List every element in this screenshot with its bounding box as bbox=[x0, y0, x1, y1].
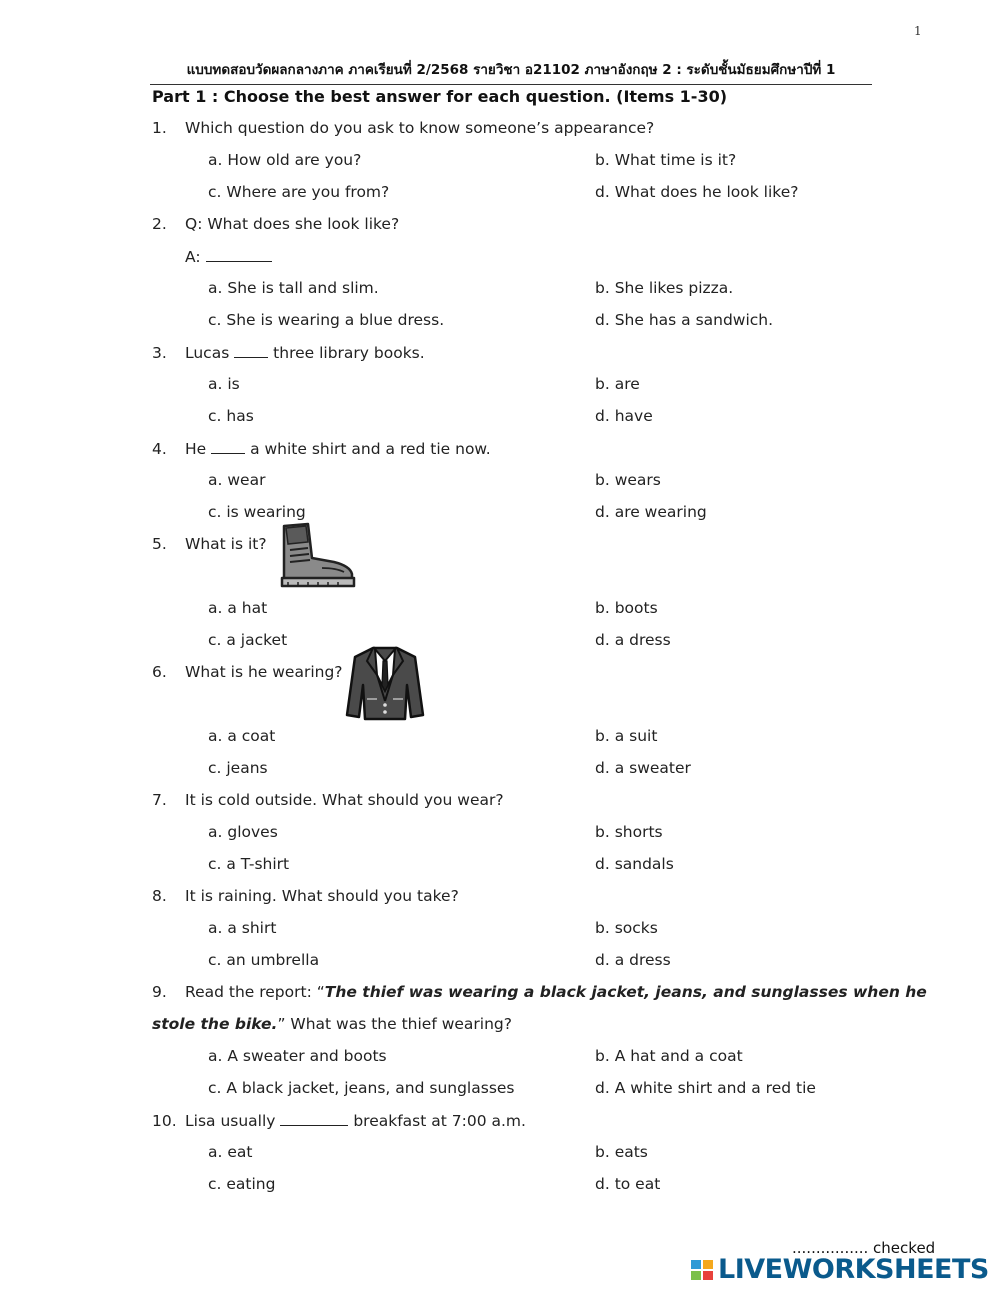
q9-option-c[interactable]: c. A black jacket, jeans, and sunglasses bbox=[208, 1079, 515, 1097]
liveworksheets-logo-squares bbox=[690, 1258, 716, 1282]
question-9-continued: stole the bike.” What was the thief wearing? bbox=[152, 1015, 512, 1033]
q10-option-d[interactable]: d. to eat bbox=[595, 1175, 661, 1193]
q1-option-d[interactable]: d. What does he look like? bbox=[595, 183, 799, 201]
q9-report-quote-2: stole the bike. bbox=[152, 1015, 278, 1033]
question-6: 6. What is he wearing? bbox=[152, 663, 343, 681]
q3-option-b[interactable]: b. are bbox=[595, 375, 640, 393]
q8-option-c[interactable]: c. an umbrella bbox=[208, 951, 320, 969]
boot-icon bbox=[278, 522, 356, 590]
q3-option-a[interactable]: a. is bbox=[208, 375, 240, 393]
question-10: 10. Lisa usually breakfast at 7:00 a.m. bbox=[152, 1112, 526, 1130]
q4-blank[interactable] bbox=[211, 439, 245, 454]
q8-option-b[interactable]: b. socks bbox=[595, 919, 658, 937]
q3-option-d[interactable]: d. have bbox=[595, 407, 653, 425]
q6-option-a[interactable]: a. a coat bbox=[208, 727, 276, 745]
q9-option-d[interactable]: d. A white shirt and a red tie bbox=[595, 1079, 816, 1097]
q6-option-c[interactable]: c. jeans bbox=[208, 759, 268, 777]
question-3: 3. Lucas three library books. bbox=[152, 344, 425, 362]
q7-option-c[interactable]: c. a T-shirt bbox=[208, 855, 290, 873]
part-title: Part 1 : Choose the best answer for each question. (Items 1-30) bbox=[152, 87, 728, 106]
q4-option-a[interactable]: a. wear bbox=[208, 471, 266, 489]
q5-option-c[interactable]: c. a jacket bbox=[208, 631, 288, 649]
page-number: 1 bbox=[914, 24, 922, 38]
q4-option-d[interactable]: d. are wearing bbox=[595, 503, 707, 521]
q4-option-b[interactable]: b. wears bbox=[595, 471, 661, 489]
q6-option-d[interactable]: d. a sweater bbox=[595, 759, 691, 777]
q5-option-a[interactable]: a. a hat bbox=[208, 599, 268, 617]
q7-option-b[interactable]: b. shorts bbox=[595, 823, 663, 841]
page-header: แบบทดสอบวัดผลกลางภาค ภาคเรียนที่ 2/2568 รายวิชา อ21102 ภาษาอังกฤษ 2 : ระดับชั้นมัธยมศึกษาปีที่ 1 bbox=[150, 58, 872, 85]
question-5: 5. What is it? bbox=[152, 535, 267, 553]
q2-answer-blank[interactable] bbox=[206, 247, 272, 262]
q8-option-a[interactable]: a. a shirt bbox=[208, 919, 277, 937]
q4-option-c[interactable]: c. is wearing bbox=[208, 503, 306, 521]
q8-option-d[interactable]: d. a dress bbox=[595, 951, 671, 969]
checked-label: ................ checked bbox=[792, 1239, 936, 1257]
q7-option-d[interactable]: d. sandals bbox=[595, 855, 674, 873]
q1-option-b[interactable]: b. What time is it? bbox=[595, 151, 737, 169]
q5-option-d[interactable]: d. a dress bbox=[595, 631, 671, 649]
q5-option-b[interactable]: b. boots bbox=[595, 599, 658, 617]
q10-option-c[interactable]: c. eating bbox=[208, 1175, 276, 1193]
q10-blank[interactable] bbox=[280, 1111, 348, 1126]
liveworksheets-logo bbox=[690, 1256, 989, 1284]
q2-option-d[interactable]: d. She has a sandwich. bbox=[595, 311, 774, 329]
question-7: 7. It is cold outside. What should you wear? bbox=[152, 791, 504, 809]
q2-option-a[interactable]: a. She is tall and slim. bbox=[208, 279, 379, 297]
q10-option-a[interactable]: a. eat bbox=[208, 1143, 253, 1161]
q2-answer-line: A: bbox=[185, 247, 272, 266]
q1-option-c[interactable]: c. Where are you from? bbox=[208, 183, 390, 201]
q3-blank[interactable] bbox=[234, 343, 268, 358]
q10-option-b[interactable]: b. eats bbox=[595, 1143, 648, 1161]
q9-option-a[interactable]: a. A sweater and boots bbox=[208, 1047, 387, 1065]
q6-option-b[interactable]: b. a suit bbox=[595, 727, 658, 745]
q2-option-b[interactable]: b. She likes pizza. bbox=[595, 279, 734, 297]
liveworksheets-logo-text: LIVEWORKSHEETS bbox=[718, 1254, 989, 1285]
question-4: 4. He a white shirt and a red tie now. bbox=[152, 440, 491, 458]
q3-option-c[interactable]: c. has bbox=[208, 407, 254, 425]
question-9: 9. Read the report: “The thief was wearing a black jacket, jeans, and sunglasses when he bbox=[152, 983, 927, 1001]
suit-icon bbox=[345, 645, 425, 721]
q9-option-b[interactable]: b. A hat and a coat bbox=[595, 1047, 743, 1065]
q1-option-a[interactable]: a. How old are you? bbox=[208, 151, 362, 169]
q9-report-quote-1: The thief was wearing a black jacket, jeans, and sunglasses when he bbox=[324, 983, 927, 1001]
q2-option-c[interactable]: c. She is wearing a blue dress. bbox=[208, 311, 445, 329]
question-2: 2. Q: What does she look like? bbox=[152, 215, 400, 233]
question-8: 8. It is raining. What should you take? bbox=[152, 887, 459, 905]
q7-option-a[interactable]: a. gloves bbox=[208, 823, 278, 841]
question-1: 1. Which question do you ask to know someone’s appearance? bbox=[152, 119, 655, 137]
